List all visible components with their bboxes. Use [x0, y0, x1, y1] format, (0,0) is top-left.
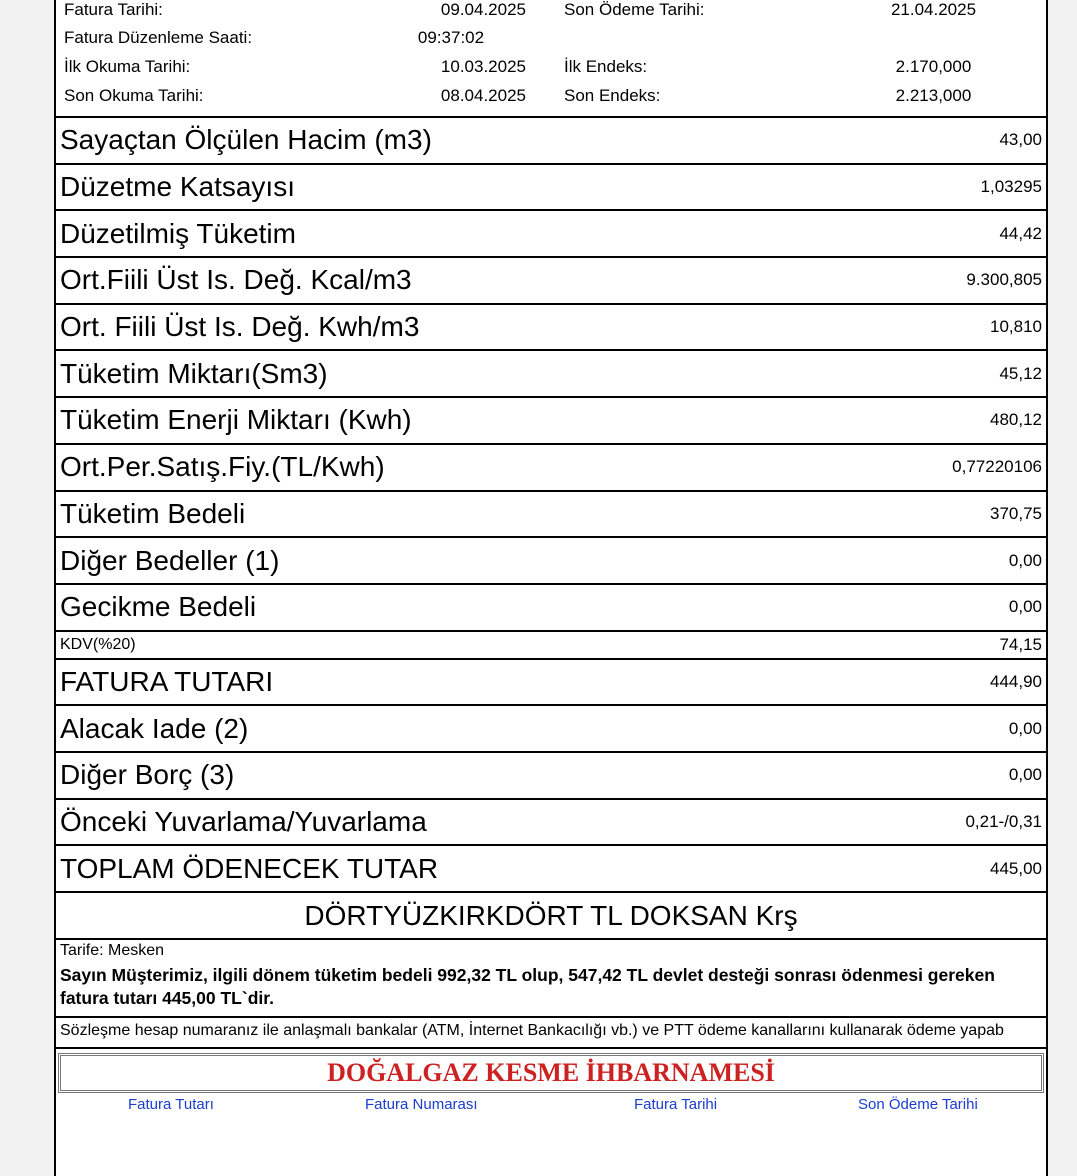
line-label: Diğer Bedeller (1)	[60, 544, 280, 576]
info-value: 10.03.2025	[440, 57, 526, 76]
amount-in-words: DÖRTYÜZKIRKDÖRT TL DOKSAN Krş	[56, 893, 1046, 940]
payment-note: Sözleşme hesap numaranız ile anlaşmalı bankalar (ATM, İnternet Bankacılığı vb.) ve PTT ödeme kanallarını kullanarak ödeme yapab	[56, 1018, 1046, 1049]
line-other-costs	[56, 538, 1046, 585]
line-label: Sayaçtan Ölçülen Hacim (m3)	[60, 124, 432, 156]
info-label: Fatura Tarihi:	[64, 0, 163, 19]
line-value: 45,12	[999, 363, 1042, 383]
line-label: FATURA TUTARI	[60, 665, 274, 697]
line-value: 0,00	[1008, 765, 1042, 785]
invoice-sheet	[54, 0, 1048, 1176]
footer-col-invoice-date: Fatura Tarihi	[634, 1095, 718, 1113]
info-label: Son Ödeme Tarihi:	[564, 0, 705, 19]
info-row	[56, 28, 1046, 52]
line-rounding	[56, 800, 1046, 847]
info-label: İlk Okuma Tarihi:	[64, 57, 191, 76]
line-invoice-total	[56, 660, 1046, 707]
line-label: Ort.Fiili Üst Is. Değ. Kcal/m3	[60, 264, 412, 296]
line-label: Tüketim Bedeli	[60, 497, 246, 529]
line-label: Gecikme Bedeli	[60, 591, 257, 623]
line-measured-volume	[56, 118, 1046, 165]
line-value: 0,00	[1008, 550, 1042, 570]
line-late-fee	[56, 585, 1046, 632]
info-row	[56, 57, 1046, 81]
line-label: TOPLAM ÖDENECEK TUTAR	[60, 852, 439, 884]
line-value: 43,00	[999, 130, 1042, 150]
line-unit-price	[56, 445, 1046, 492]
line-value: 10,810	[990, 317, 1042, 337]
info-row	[56, 0, 1046, 24]
line-value: 0,00	[1008, 597, 1042, 617]
line-label: Ort. Fiili Üst Is. Değ. Kwh/m3	[60, 311, 420, 343]
footer-columns	[56, 1093, 1046, 1115]
line-calorific-kwh	[56, 305, 1046, 352]
line-total-payable	[56, 846, 1046, 893]
line-label: Tüketim Miktarı(Sm3)	[60, 357, 328, 389]
line-calorific-kcal	[56, 258, 1046, 305]
line-value: 0,21-/0,31	[965, 811, 1042, 831]
line-value: 445,00	[990, 858, 1042, 878]
invoice-lines	[56, 118, 1046, 893]
line-vat	[56, 632, 1046, 660]
info-label: Son Okuma Tarihi:	[64, 86, 204, 105]
info-row	[56, 86, 1046, 110]
line-consumption-sm3	[56, 351, 1046, 398]
line-label: Tüketim Enerji Miktarı (Kwh)	[60, 404, 412, 436]
line-energy-kwh	[56, 398, 1046, 445]
info-label: Fatura Düzenleme Saati:	[64, 28, 253, 47]
line-corrected-consumption	[56, 211, 1046, 258]
line-label: Düzetilmiş Tüketim	[60, 217, 296, 249]
info-value: 2.213,000	[895, 86, 972, 105]
tariff-block	[56, 940, 1046, 1018]
info-value: 08.04.2025	[440, 86, 526, 105]
info-value: 09:37:02	[417, 28, 485, 47]
line-value: 74,15	[999, 634, 1042, 654]
footer-col-invoice-amount: Fatura Tutarı	[128, 1095, 214, 1113]
line-label: Önceki Yuvarlama/Yuvarlama	[60, 805, 427, 837]
line-label: Alacak Iade (2)	[60, 712, 249, 744]
invoice-info-block	[56, 0, 1046, 118]
line-value: 0,00	[1008, 718, 1042, 738]
line-value: 9.300,805	[966, 270, 1042, 290]
line-label: Ort.Per.Satış.Fiy.(TL/Kwh)	[60, 451, 385, 483]
tariff-label: Tarife: Mesken	[60, 942, 165, 959]
line-label: Diğer Borç (3)	[60, 759, 235, 791]
info-value: 21.04.2025	[890, 0, 977, 19]
line-value: 370,75	[990, 503, 1042, 523]
subsidy-notice: Sayın Müşterimiz, ilgili dönem tüketim bedeli 992,32 TL olup, 547,42 TL devlet desteği sonrası ödenmesi gereken fatura tutarı 445,00 TL`dir.	[60, 965, 995, 1008]
footer-col-invoice-number: Fatura Numarası	[365, 1095, 478, 1113]
info-value: 09.04.2025	[440, 0, 526, 19]
line-label: KDV(%20)	[60, 635, 136, 653]
line-other-debt	[56, 753, 1046, 800]
line-label: Düzetme Katsayısı	[60, 171, 295, 203]
line-value: 1,03295	[980, 177, 1042, 197]
line-value: 480,12	[990, 410, 1042, 430]
line-value: 44,42	[999, 223, 1042, 243]
disconnection-notice-title: DOĞALGAZ KESME İHBARNAMESİ	[58, 1053, 1044, 1093]
line-value: 444,90	[990, 671, 1042, 691]
footer-col-due-date: Son Ödeme Tarihi	[858, 1095, 978, 1113]
line-correction-factor	[56, 165, 1046, 212]
info-label: Son Endeks:	[564, 86, 661, 105]
line-consumption-cost	[56, 492, 1046, 539]
line-value: 0,77220106	[952, 457, 1042, 477]
info-value: 2.170,000	[895, 57, 972, 76]
line-credit-refund	[56, 706, 1046, 753]
info-label: İlk Endeks:	[564, 57, 648, 76]
